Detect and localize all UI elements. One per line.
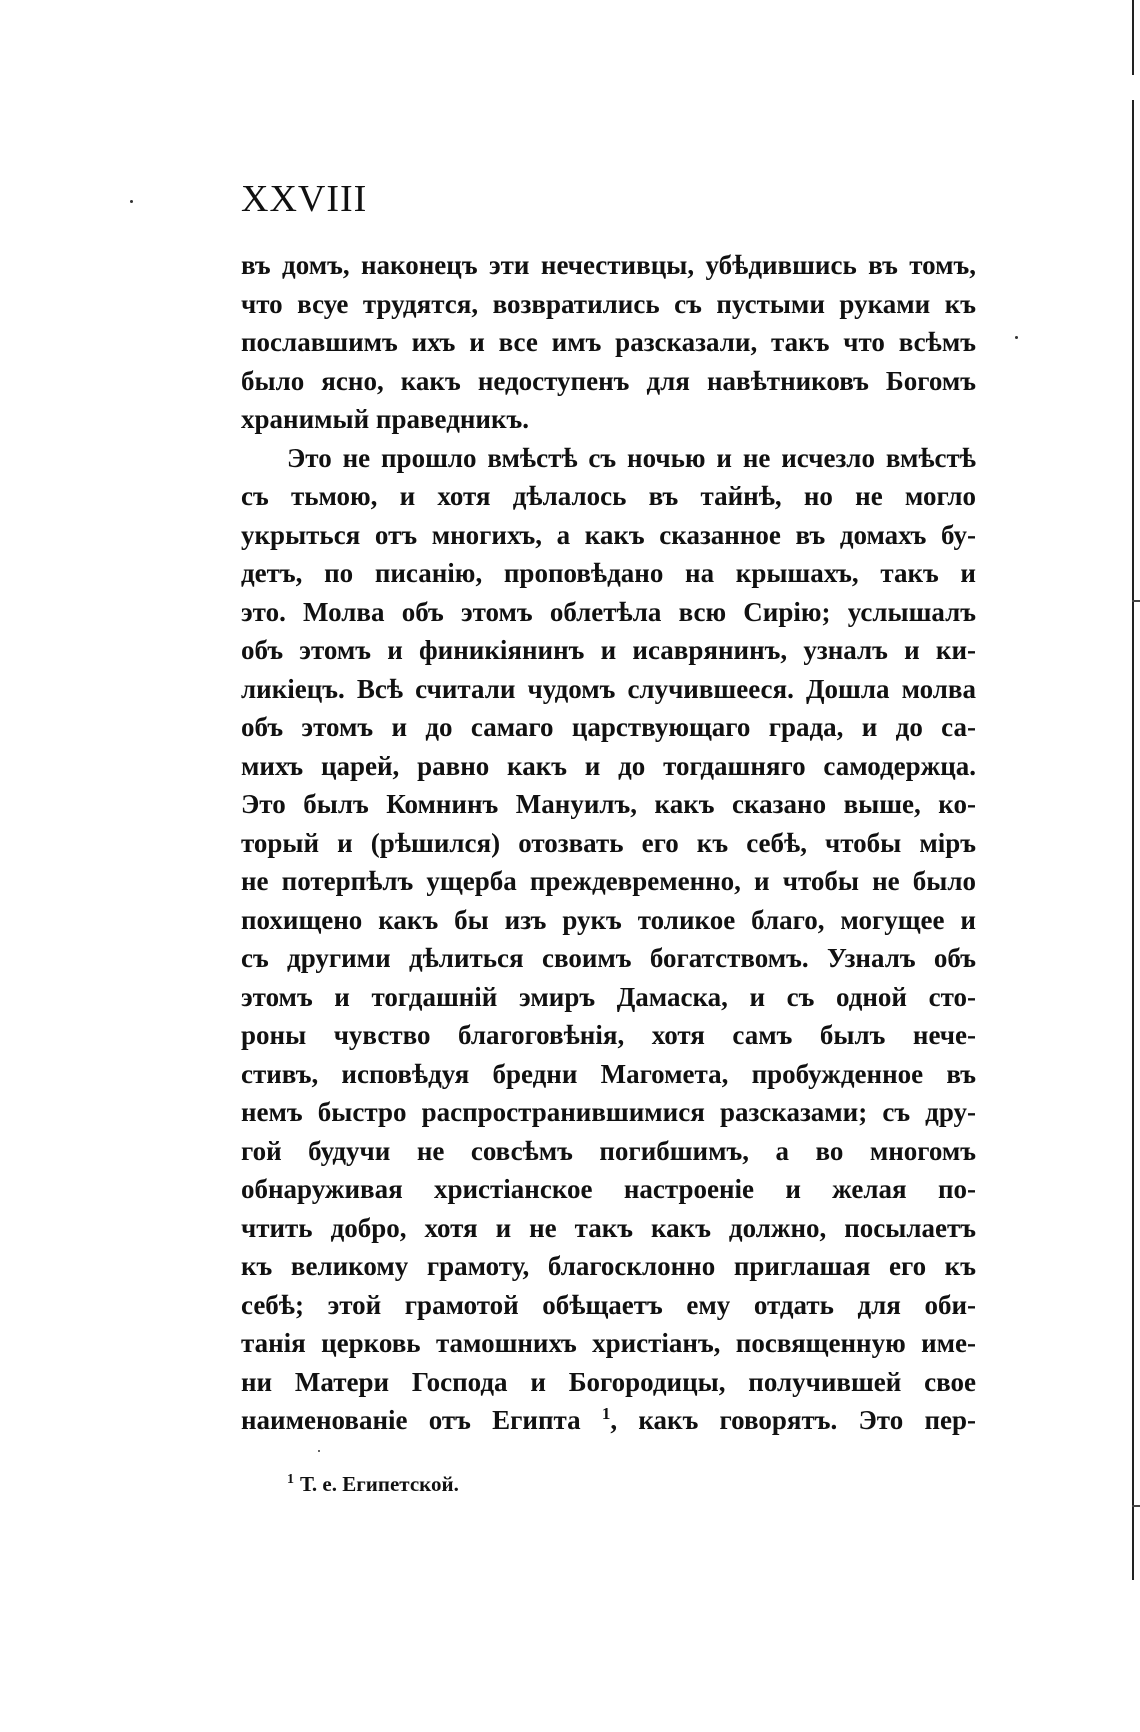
text-segment: наименованіе отъ Египта xyxy=(241,1405,581,1435)
page-number-header: XXVIII xyxy=(241,178,368,220)
text-line: это. Молва объ этомъ облетѣла всю Сирію; услышалъ xyxy=(241,596,976,627)
text-line: что всуе трудятся, возвратились съ пустыми руками къ xyxy=(241,288,976,319)
text-line: Это былъ Комнинъ Мануилъ, какъ сказано выше, ко- xyxy=(241,789,976,819)
text-line: укрыться отъ многихъ, а какъ сказанное въ домахъ бу- xyxy=(241,519,976,550)
text-line: къ великому грамоту, благосклонно приглашая его къ xyxy=(241,1251,976,1281)
footnote xyxy=(287,1472,459,1497)
text-line: торый и (рѣшился) отозвать его къ себѣ, чтобы міръ xyxy=(241,827,976,858)
text-line: ликіецъ. Всѣ считали чудомъ случившееся. Дошла молва xyxy=(241,673,976,704)
text-line: танія церковь тамошнихъ христіанъ, посвященную име- xyxy=(241,1328,976,1358)
text-line: себѣ; этой грамотой обѣщаетъ ему отдать для оби- xyxy=(241,1289,976,1320)
page-edge-line xyxy=(1132,100,1134,1580)
text-line-with-footnote-ref xyxy=(241,1401,976,1440)
scan-speck xyxy=(1015,336,1018,339)
text-line: въ домъ, наконецъ эти нечестивцы, убѣдившись въ томъ, xyxy=(241,250,976,280)
text-line: пославшимъ ихъ и все имъ разсказали, такъ что всѣмъ xyxy=(241,327,976,357)
text-line: ни Матери Господа и Богородицы, получившей свое xyxy=(241,1366,976,1397)
text-line: этомъ и тогдашній эмиръ Дамаска, и съ одной сто- xyxy=(241,981,976,1012)
text-line: было ясно, какъ недоступенъ для навѣтниковъ Богомъ xyxy=(241,365,976,396)
page-edge-tick xyxy=(1132,1505,1140,1507)
text-line: стивъ, исповѣдуя бредни Магомета, пробужденное въ xyxy=(241,1058,976,1089)
scan-speck xyxy=(318,1450,320,1452)
paragraph-start-line: Это не прошло вмѣстѣ съ ночью и не исчезло вмѣстѣ xyxy=(287,442,976,473)
footnote-number: 1 xyxy=(287,1472,294,1487)
text-line: съ другими дѣлиться своимъ богатствомъ. Узналъ объ xyxy=(241,943,976,973)
scan-speck xyxy=(130,200,133,203)
text-line: объ этомъ и финикіянинъ и исаврянинъ, узналъ и ки- xyxy=(241,635,976,665)
text-line: гой будучи не совсѣмъ погибшимъ, а во многомъ xyxy=(241,1135,976,1166)
text-line: роны чувство благоговѣнія, хотя самъ былъ нече- xyxy=(241,1020,976,1050)
text-line: не потерпѣлъ ущерба преждевременно, и чтобы не было xyxy=(241,866,976,896)
text-line: немъ быстро распространившимися разсказами; съ дру- xyxy=(241,1097,976,1127)
text-line: объ этомъ и до самаго царствующаго града, и до са- xyxy=(241,712,976,742)
text-line: михъ царей, равно какъ и до тогдашняго самодержца. xyxy=(241,750,976,781)
footnote-reference-mark: 1 xyxy=(601,1404,611,1423)
footnote-text: Т. е. Египетской. xyxy=(300,1472,459,1496)
page-edge-line-top xyxy=(1132,0,1134,75)
text-line: похищено какъ бы изъ рукъ толикое благо, могущее и xyxy=(241,904,976,935)
text-segment: , какъ говорятъ. Это пер- xyxy=(610,1405,977,1435)
body-text xyxy=(241,246,976,1440)
page-edge-tick xyxy=(1132,600,1140,602)
text-line: чтить добро, хотя и не такъ какъ должно, посылаетъ xyxy=(241,1212,976,1243)
text-line: обнаруживая христіанское настроеніе и желая по- xyxy=(241,1174,976,1204)
text-line: детъ, по писанію, проповѣдано на крышахъ, такъ и xyxy=(241,558,976,588)
text-line: съ тьмою, и хотя дѣлалось въ тайнѣ, но не могло xyxy=(241,481,976,511)
text-line: хранимый праведникъ. xyxy=(241,404,530,434)
